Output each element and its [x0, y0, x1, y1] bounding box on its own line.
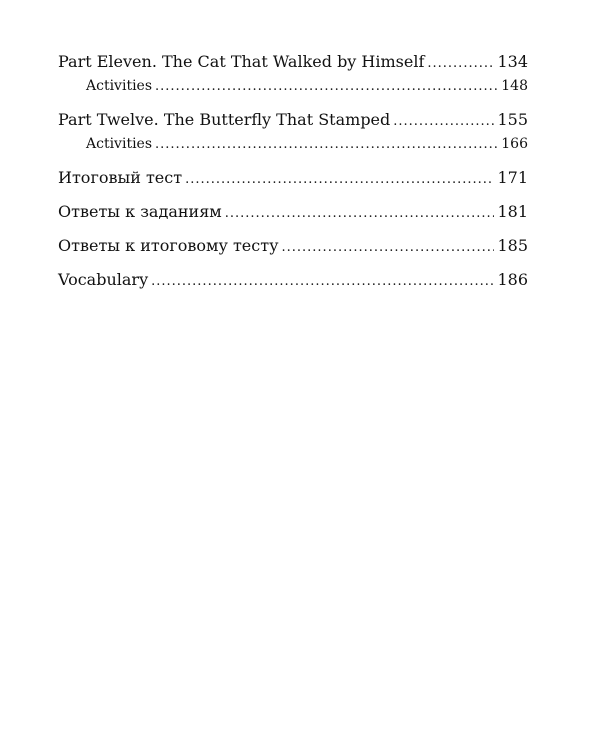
toc-entry-page: 155	[497, 110, 528, 129]
toc-entry-title: Part Twelve. The Butterfly That Stamped	[58, 110, 391, 129]
toc-entry-title: Итоговый тест	[58, 168, 183, 187]
toc-entry-activities-eleven	[58, 74, 528, 98]
toc-entry-page: 186	[497, 270, 528, 289]
toc-entry-activities-twelve	[58, 132, 528, 156]
dot-leader	[427, 52, 494, 76]
toc-entry-title: Activities	[86, 136, 153, 152]
toc-entry-title: Part Eleven. The Cat That Walked by Himself	[58, 52, 425, 71]
toc-entry-title: Ответы к заданиям	[58, 202, 222, 221]
dot-leader	[185, 168, 494, 192]
toc-entry-page: 171	[497, 168, 528, 187]
dot-leader	[151, 270, 494, 294]
toc-entry-title: Vocabulary	[58, 270, 149, 289]
toc-entry-title: Ответы к итоговому тесту	[58, 236, 279, 255]
table-of-contents	[58, 50, 528, 292]
toc-entry-part-twelve	[58, 108, 528, 132]
toc-entry-page: 181	[497, 202, 528, 221]
toc-entry-page: 148	[501, 78, 528, 94]
dot-leader	[225, 202, 495, 226]
dot-leader	[155, 75, 498, 99]
toc-entry-final-test	[58, 166, 528, 190]
dot-leader	[155, 133, 498, 157]
toc-entry-page: 134	[497, 52, 528, 71]
toc-entry-final-test-answers	[58, 234, 528, 258]
toc-entry-page: 185	[497, 236, 528, 255]
toc-entry-vocabulary	[58, 268, 528, 292]
toc-entry-part-eleven	[58, 50, 528, 74]
toc-entry-page: 166	[501, 136, 528, 152]
toc-entry-title: Activities	[86, 78, 153, 94]
dot-leader	[393, 110, 494, 134]
dot-leader	[282, 236, 495, 260]
toc-entry-answers	[58, 200, 528, 224]
